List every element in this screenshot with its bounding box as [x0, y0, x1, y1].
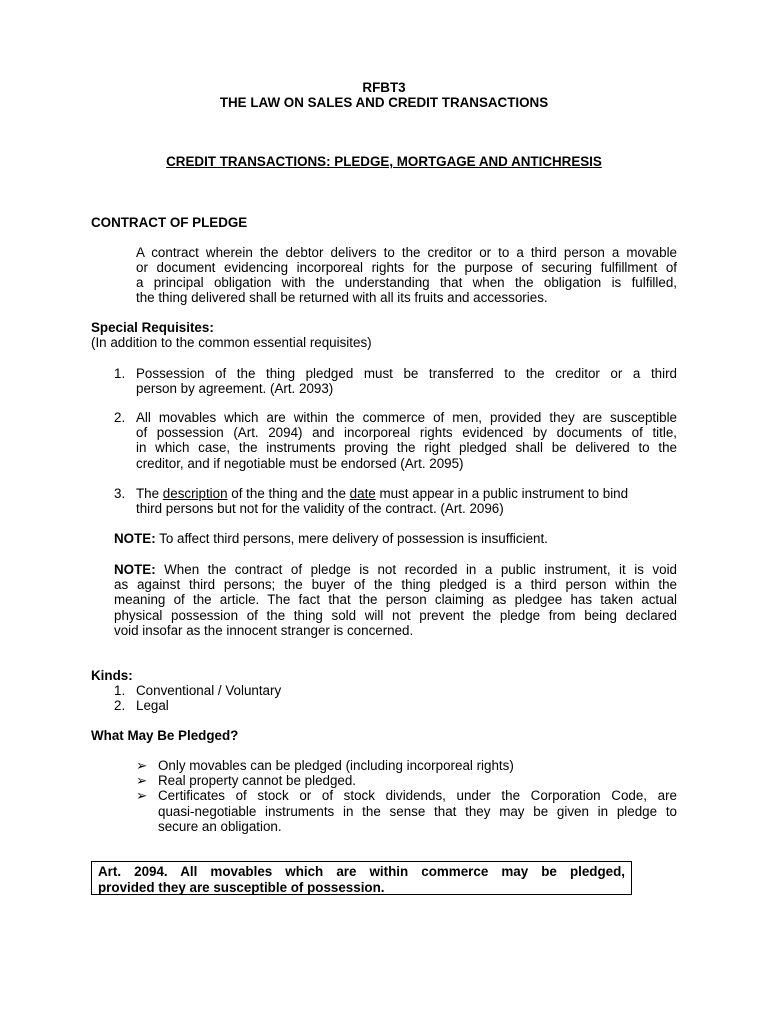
arrow-bullet-icon: ➢: [136, 758, 148, 773]
requisite-3-underlined-description: description: [162, 486, 228, 501]
note-2-line-1: [114, 562, 677, 578]
section-subtitle: [0, 154, 768, 170]
requisite-3-text-a: The: [136, 486, 163, 501]
arrow-bullet-icon: ➢: [136, 788, 148, 803]
requisite-number-3: 3.: [114, 486, 126, 501]
definition-line-2: or document evidencing incorporeal rights for the purpose of securing fulfillment of: [136, 260, 677, 275]
pledge-item-2: Real property cannot be pledged.: [158, 773, 357, 788]
definition-line-4: the thing delivered shall be returned with all its fruits and accessories.: [136, 290, 548, 305]
what-may-heading: What May Be Pledged?: [91, 728, 239, 743]
kinds-number-2: 2.: [114, 698, 126, 713]
document-title: THE LAW ON SALES AND CREDIT TRANSACTIONS: [219, 95, 549, 110]
pledge-item-3-line-2: quasi-negotiable instruments in the sense that they may be given in pledge to: [158, 804, 677, 819]
requisite-3-line-2: third persons but not for the validity of the contract. (Art. 2096): [136, 501, 504, 516]
course-code: RFBT3: [362, 80, 406, 95]
requisite-number-2: 2.: [114, 410, 126, 425]
definition-line-1: A contract wherein the debtor delivers to the creditor or to a third person a movable: [136, 245, 677, 260]
note-2-text-1: When the contract of pledge is not recorded in a public instrument, it is void: [155, 562, 677, 577]
note-2-line-5: void insofar as the innocent stranger is concerned.: [114, 623, 414, 638]
requisite-2-line-4: creditor, and if negotiable must be endorsed (Art. 2095): [136, 456, 464, 471]
requisite-3-line-1: [136, 486, 677, 502]
note-2-label: NOTE:: [114, 562, 156, 577]
kinds-number-1: 1.: [114, 683, 126, 698]
kinds-item-2: Legal: [136, 698, 169, 713]
arrow-bullet-icon: ➢: [136, 773, 148, 788]
kinds-heading: Kinds:: [91, 668, 133, 683]
note-2-line-3: meaning of the article. The fact that the person claiming as pledgee has taken actual: [114, 592, 677, 607]
requisite-2-line-3: in which case, the instruments proving the right pledged shall be delivered to the: [136, 440, 677, 455]
note-1-label: NOTE:: [114, 531, 156, 546]
requisite-3-underlined-date: date: [349, 486, 376, 501]
article-box-line-1: Art. 2094. All movables which are within commerce may be pledged,: [98, 864, 625, 879]
requisite-2-line-1: All movables which are within the commerce of men, provided they are susceptible: [136, 410, 677, 425]
note-2-line-2: as against third persons; the buyer of the thing pledged is a third person within the: [114, 577, 677, 592]
requisite-1-line-1: Possession of the thing pledged must be transferred to the creditor or a third: [136, 366, 677, 381]
section-subtitle-text: CREDIT TRANSACTIONS: PLEDGE, MORTGAGE AND ANTICHRESIS: [166, 154, 602, 169]
article-box-line-2: provided they are susceptible of possession.: [98, 879, 385, 895]
pledge-item-1: Only movables can be pledged (including incorporeal rights): [158, 758, 514, 773]
pledge-item-3-line-3: secure an obligation.: [158, 819, 282, 834]
note-1: [114, 531, 548, 547]
requisites-subheading: (In addition to the common essential requisites): [91, 335, 372, 350]
requisite-1-line-2: person by agreement. (Art. 2093): [136, 381, 334, 396]
note-1-text: To affect third persons, mere delivery of possession is insufficient.: [155, 531, 548, 546]
kinds-item-1: Conventional / Voluntary: [136, 683, 282, 698]
requisite-3-text-b: of the thing and the: [227, 486, 350, 501]
article-box: [91, 861, 632, 895]
definition-line-3: a principal obligation with the understanding that when the obligation is fulfilled,: [136, 275, 677, 290]
note-2-line-4: physical possession of the thing sold will not prevent the pledge from being declared: [114, 608, 677, 623]
contract-heading: CONTRACT OF PLEDGE: [91, 215, 248, 230]
requisite-2-line-2: of possession (Art. 2094) and incorporeal rights evidenced by documents of title,: [136, 425, 677, 440]
pledge-item-3-line-1: Certificates of stock or of stock dividends, under the Corporation Code, are: [158, 788, 677, 803]
requisite-3-text-c: must appear in a public instrument to bind: [375, 486, 629, 501]
requisite-number-1: 1.: [114, 366, 126, 381]
requisites-heading: Special Requisites:: [91, 320, 214, 335]
